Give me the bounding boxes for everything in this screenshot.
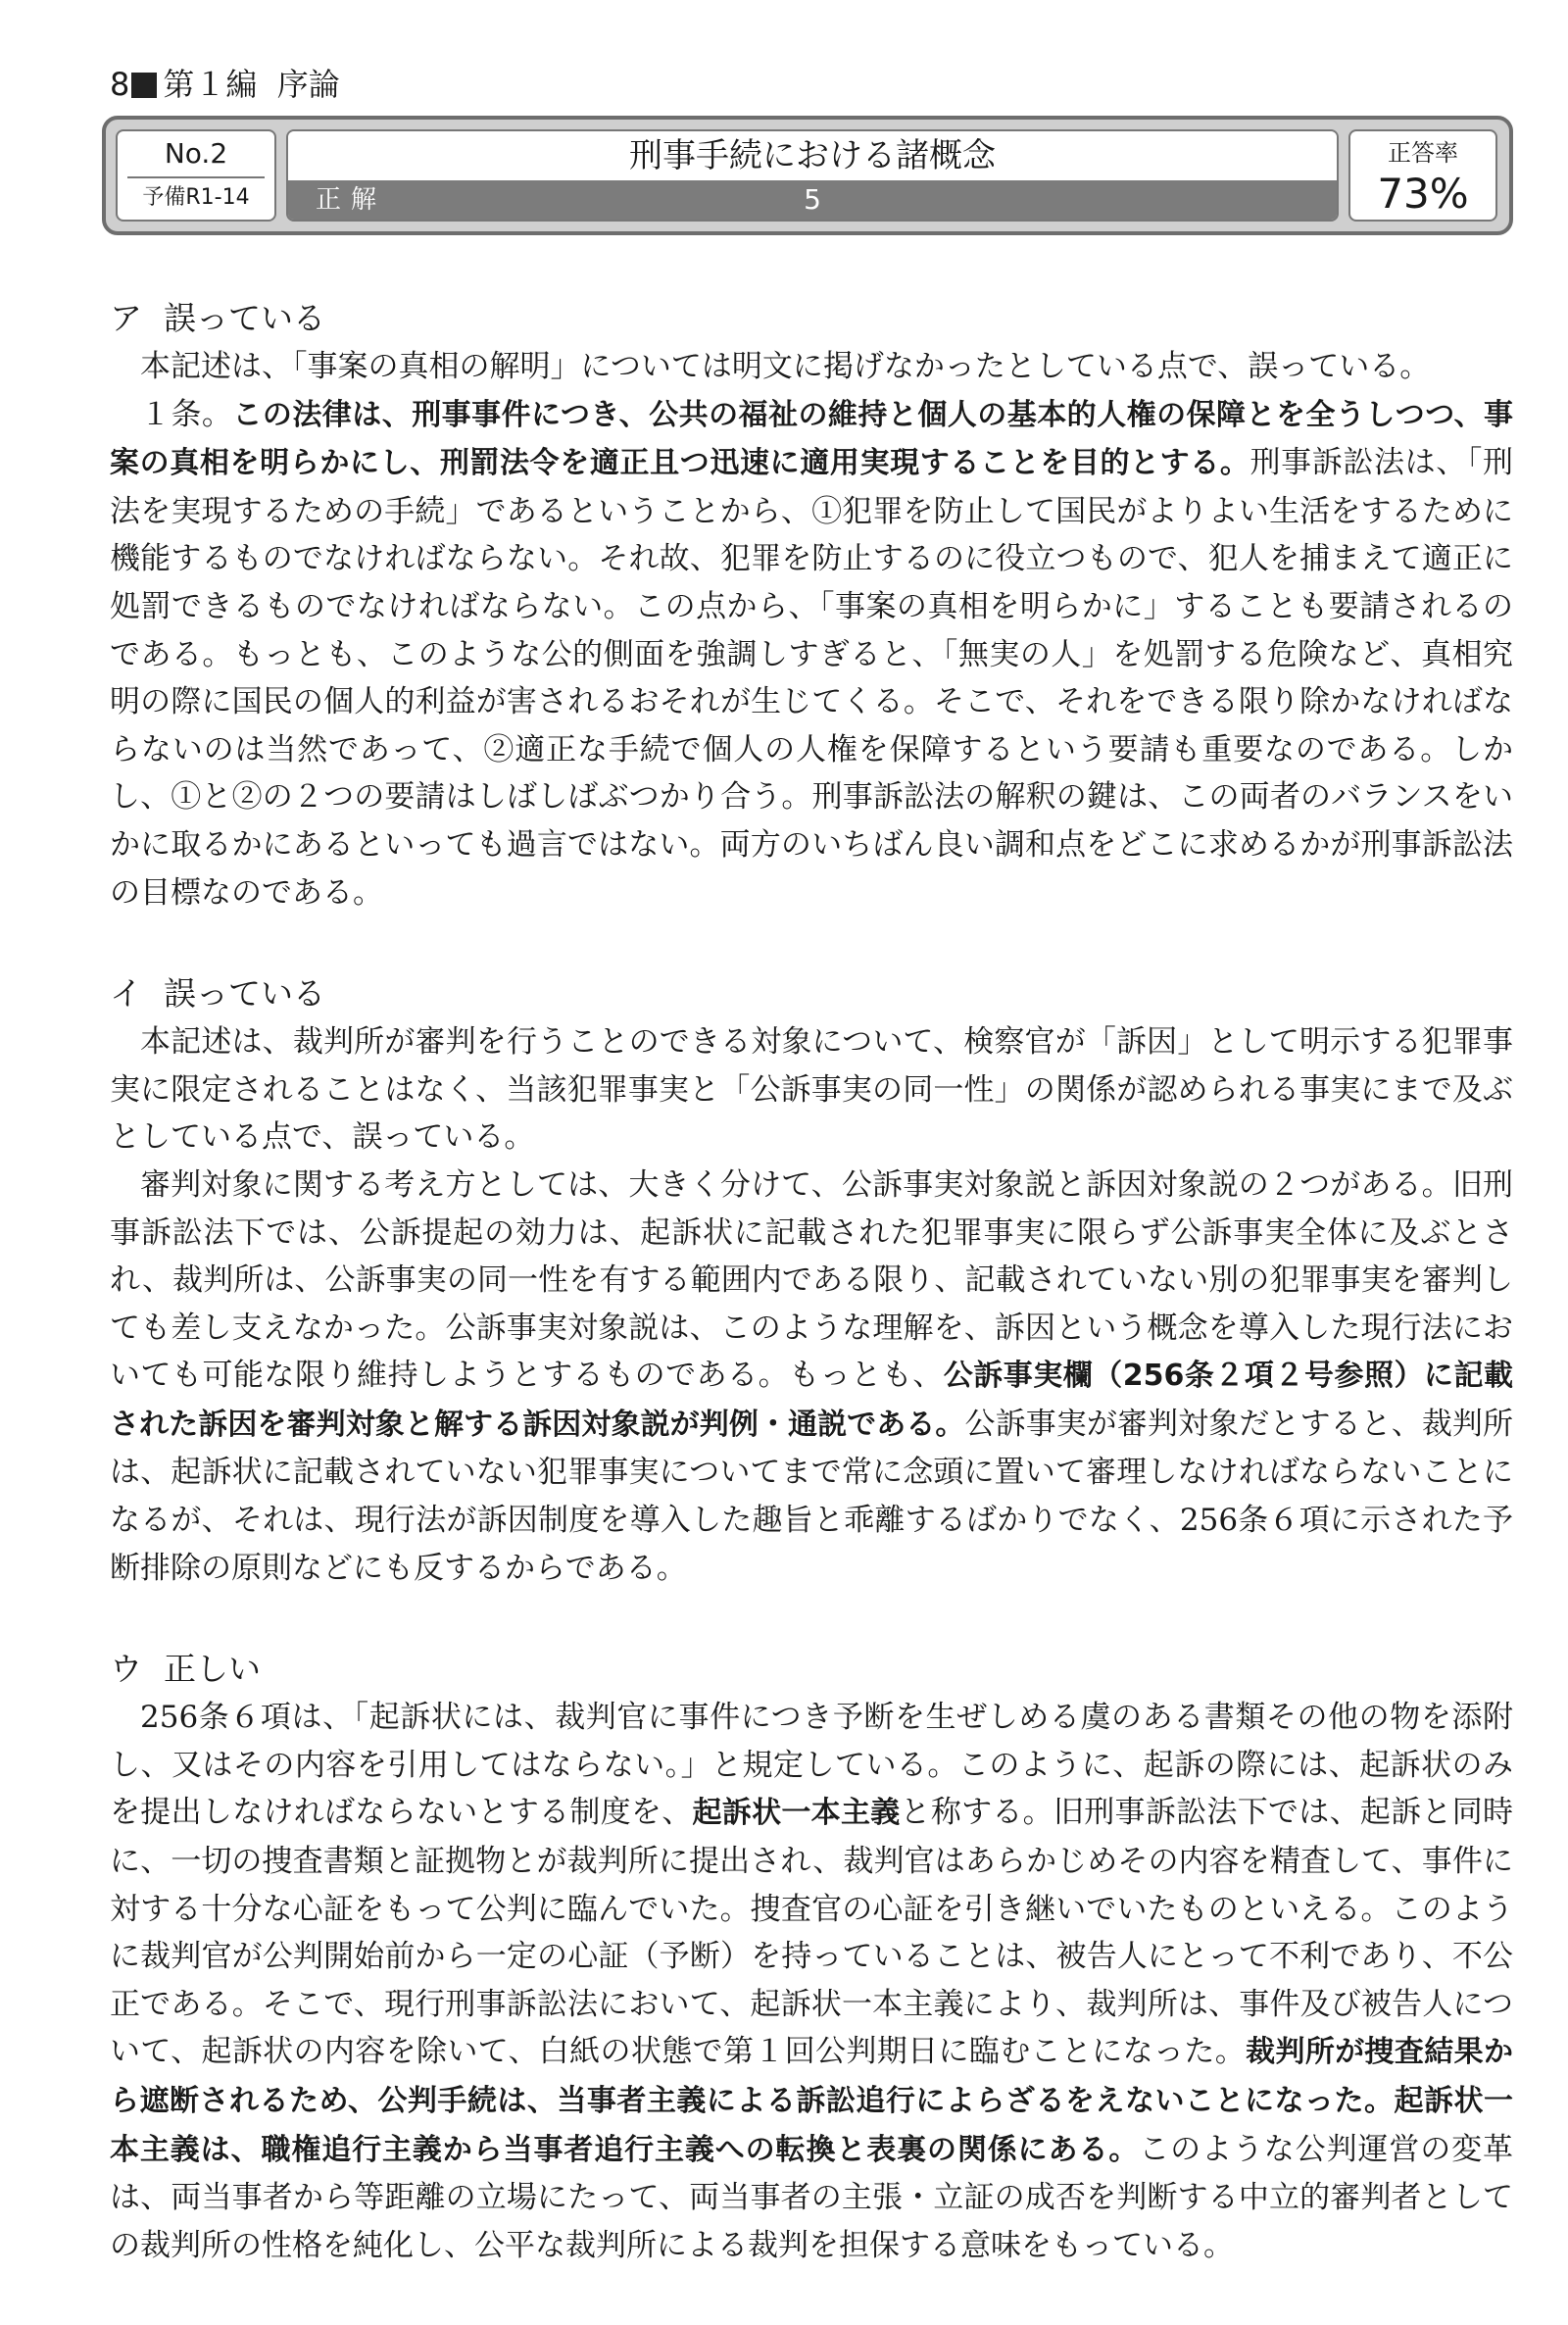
bold-text: 起訴状一本主義 <box>692 1796 901 1831</box>
text-run: １条。 <box>140 396 233 432</box>
section-heading <box>110 294 1513 343</box>
bold-text: この法律は、刑事事件につき、公共の福祉の維持と個人の基本的人権の保障とを全うしつつ、事案の真相を明らかにし、刑罰法令を適正且つ迅速に適用実現することを目的とする。 <box>110 397 1514 481</box>
answer-value: 5 <box>804 183 821 216</box>
square-bullet-icon <box>131 73 157 98</box>
text-run: 審判対象に関する考え方としては、大きく分けて、公訴事実対象説と訴因対象説の２つがある。旧刑事訴訟法下では、公訴提起の効力は、起訴状に記載された犯罪事実に限らず公訴事実全体に及ぶとされ、裁判所は、公訴事実の同一性を有する範囲内である限り、記載されていない別の犯罪事実を審判しても差し支えなかった。公訴事実対象説は、このような理解を、訴因という概念を導入した現行法においても可能な限り維持しようとするものである。もっとも、 <box>110 1166 1513 1394</box>
page-number: 8 <box>110 66 130 103</box>
paragraph <box>110 1694 1513 2269</box>
section-label: 序論 <box>276 66 340 103</box>
answer-bar <box>288 180 1337 220</box>
question-title-cell <box>286 129 1339 222</box>
section-mark: イ <box>110 974 142 1014</box>
explanation-body <box>110 294 1513 2322</box>
chapter-label: 第１編 <box>163 66 258 103</box>
bold-text: 裁判所が捜査結果から遮断されるため、公判手続は、当事者主義による訴訟追行によらざるをえないことになった。起訴状一本主義は、職権追行主義から当事者追行主義への転換と表裏の関係にある。 <box>110 2035 1513 2167</box>
paragraph <box>110 1162 1513 1592</box>
explanation-section <box>110 969 1513 1592</box>
question-number: No.2 <box>127 131 265 178</box>
bold-text: 公訴事実欄（256条２項２号参照）に記載された訴因を審判対象と解する訴因対象説が判例・通説である。 <box>110 1359 1514 1442</box>
question-source: 予備R1-14 <box>142 185 250 210</box>
correct-rate-cell <box>1348 129 1497 222</box>
explanation-section <box>110 1645 1513 2269</box>
section-verdict: 誤っている <box>164 974 325 1014</box>
section-verdict: 正しい <box>164 1650 261 1689</box>
paragraph <box>110 343 1513 391</box>
explanation-section <box>110 294 1513 916</box>
question-header <box>102 116 1513 235</box>
text-run: 本記述は、裁判所が審判を行うことのできる対象について、検察官が「訴因」として明示する犯罪事実に限定されることはなく、当該犯罪事実と「公訴事実の同一性」の関係が認められる事実にまで及ぶとしている点で、誤っている。 <box>110 1024 1513 1156</box>
correct-rate-value: 73% <box>1377 170 1469 218</box>
text-run: 公訴事実が審判対象だとすると、裁判所は、起訴状に記載されていない犯罪事実についてまで常に念頭に置いて審理しなければならないことになるが、それは、現行法が訴因制度を導入した趣旨と乖離するばかりでなく、256条６項に示された予断排除の原則などにも反するからである。 <box>110 1406 1514 1586</box>
text-run: 刑事訴訟法は、「刑法を実現するための手続」であるということから、①犯罪を防止して国民がよりよい生活をするために機能するものでなければならない。それ故、犯罪を防止するのに役立つもので、犯人を捕まえて適正に処罰できるものでなければならない。この点から、「事案の真相を明らかに」することも要請されるのである。もっとも、このような公的側面を強調しすぎると、「無実の人」を処罰する危険など、真相究明の際に国民の個人的利益が害されるおそれが生じてくる。そこで、それをできる限り除かなければならないのは当然であって、②適正な手続で個人の人権を保障するという要請も重要なのである。しかし、①と②の２つの要請はしばしばぶつかり合う。刑事訴訟法の解釈の鍵は、この両者のバランスをいかに取るかにあるといっても過言ではない。両方のいちばん良い調和点をどこに求めるかが刑事訴訟法の目標なのである。 <box>110 445 1514 911</box>
text-run: 本記述は、「事案の真相の解明」については明文に掲げなかったとしている点で、誤っている。 <box>140 349 1431 384</box>
text-run: このような公判運営の変革は、両当事者から等距離の立場にたって、両当事者の主張・立証の成否を判断する中立的審判者としての裁判所の性格を純化し、公平な裁判所による裁判を担保する意味をもっている。 <box>110 2131 1514 2263</box>
text-run: と称する。旧刑事訴訟法下では、起訴と同時に、一切の捜査書類と証拠物とが裁判所に提出され、裁判官はあらかじめその内容を精査して、事件に対する十分な心証をもって公判に臨んでいた。捜査官の心証を引き継いでいたものといえる。このように裁判官が公判開始前から一定の心証（予断）を持っていることは、被告人にとって不利であり、不公正である。そこで、現行刑事訴訟法において、起訴状一本主義により、裁判所は、事件及び被告人について、起訴状の内容を除いて、白紙の状態で第１回公判期日に臨むことになった。 <box>110 1795 1514 2070</box>
section-heading <box>110 1645 1513 1694</box>
section-heading <box>110 969 1513 1018</box>
question-number-cell <box>116 129 276 222</box>
section-mark: ウ <box>110 1650 142 1689</box>
text-run: 256条６項は、「起訴状には、裁判官に事件につき予断を生ぜしめる虞のある書類その他の物を添附し、又はその内容を引用してはならない。」と規定している。このように、起訴の際には、起訴状のみを提出しなければならないとする制度を、 <box>110 1700 1513 1831</box>
answer-label: 正解 <box>316 185 387 215</box>
paragraph <box>110 1018 1513 1162</box>
correct-rate-label: 正答率 <box>1388 139 1458 167</box>
section-verdict: 誤っている <box>164 299 325 337</box>
running-head <box>110 63 340 106</box>
section-mark: ア <box>110 299 142 337</box>
question-title: 刑事手続における諸概念 <box>288 131 1337 180</box>
paragraph <box>110 391 1513 917</box>
